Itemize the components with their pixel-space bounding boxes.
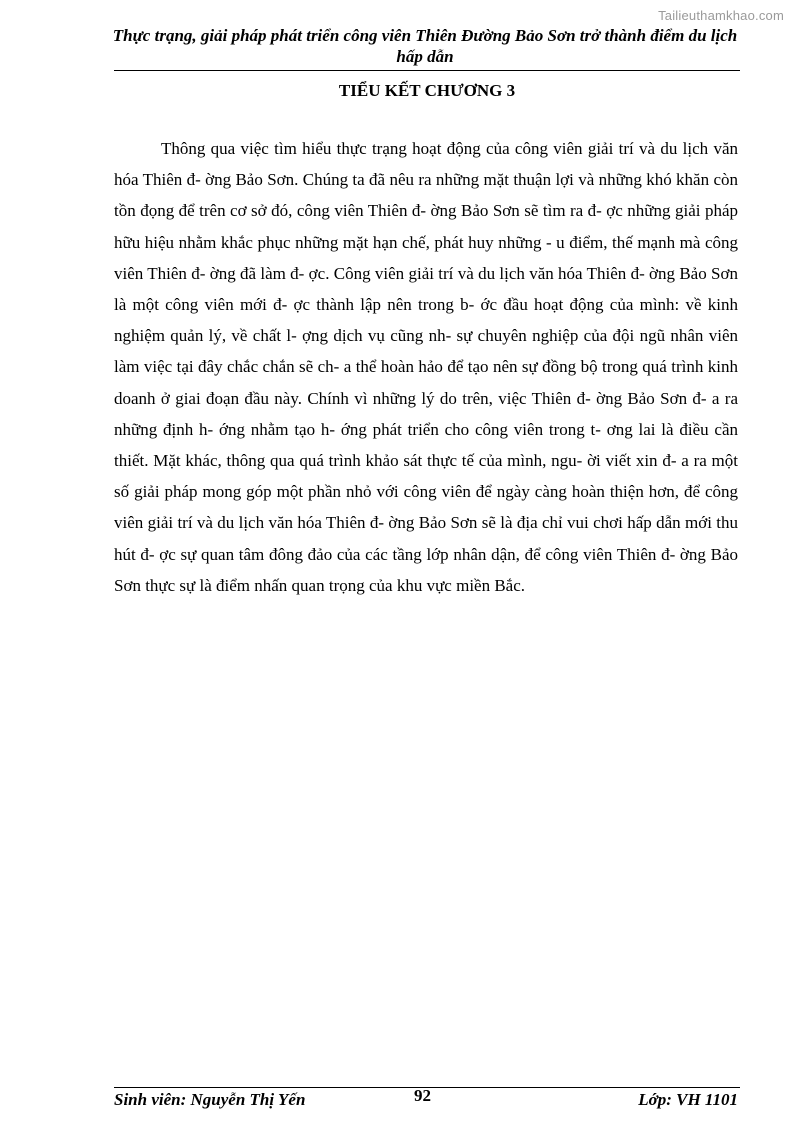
- footer-class-label: Lớp: VH 1101: [638, 1090, 738, 1109]
- page-number: 92: [414, 1086, 431, 1105]
- running-header-title: Thực trạng, giải pháp phát triển công viên Thiên Đường Bảo Sơn trở thành điểm du lịch hấp dẫn: [112, 26, 738, 66]
- page-footer: [114, 1086, 740, 1111]
- chapter-summary-title: TIỂU KẾT CHƯƠNG 3: [338, 81, 516, 100]
- footer-student-name: Sinh viên: Nguyễn Thị Yến: [114, 1090, 306, 1109]
- body-paragraph: Thông qua việc tìm hiểu thực trạng hoạt động của công viên giải trí và du lịch văn hóa Thiên đ- ờng Bảo Sơn. Chúng ta đã nêu ra những mặt thuận lợi và những khó khăn còn tồn đọng để trên cơ sở đó, công viên Thiên đ- ờng Bảo Sơn sẽ tìm ra đ- ợc những giải pháp hữu hiệu nhằm khắc phục những mặt hạn chế, phát huy những - u điểm, thế mạnh mà công viên Thiên đ- ờng đã làm đ- ợc. Công viên giải trí và du lịch văn hóa Thiên đ- ờng Bảo Sơn là một công viên mới đ- ợc thành lập nên trong b- ớc đầu hoạt động của mình: về kinh nghiệm quản lý, về chất l- ợng dịch vụ cũng nh- sự chuyên nghiệp của đội ngũ nhân viên làm việc tại đây chắc chắn sẽ ch- a thể hoàn hảo để tạo nên sự đồng bộ trong quá trình kinh doanh ở giai đoạn đầu này. Chính vì những lý do trên, việc Thiên đ- ờng Bảo Sơn đ- a ra những định h- ớng nhằm tạo h- ớng phát triển cho công viên trong t- ơng lai là điều cần thiết. Mặt khác, thông qua quá trình khảo sát thực tế của mình, ngu- ời viết xin đ- a ra một số giải pháp mong góp một phần nhỏ với công viên để ngày càng hoàn thiện hơn, để công viên giải trí và du lịch văn hóa Thiên đ- ờng Bảo Sơn sẽ là địa chỉ vui chơi hấp dẫn mới thu hút đ- ợc sự quan tâm đông đảo của các tầng lớp nhân dận, để công viên Thiên đ- ờng Bảo Sơn thực sự là điểm nhấn quan trọng của khu vực miền Bắc.: [114, 139, 738, 595]
- watermark-text: Tailieuthamkhao.com: [658, 8, 784, 23]
- header-divider: [114, 70, 740, 71]
